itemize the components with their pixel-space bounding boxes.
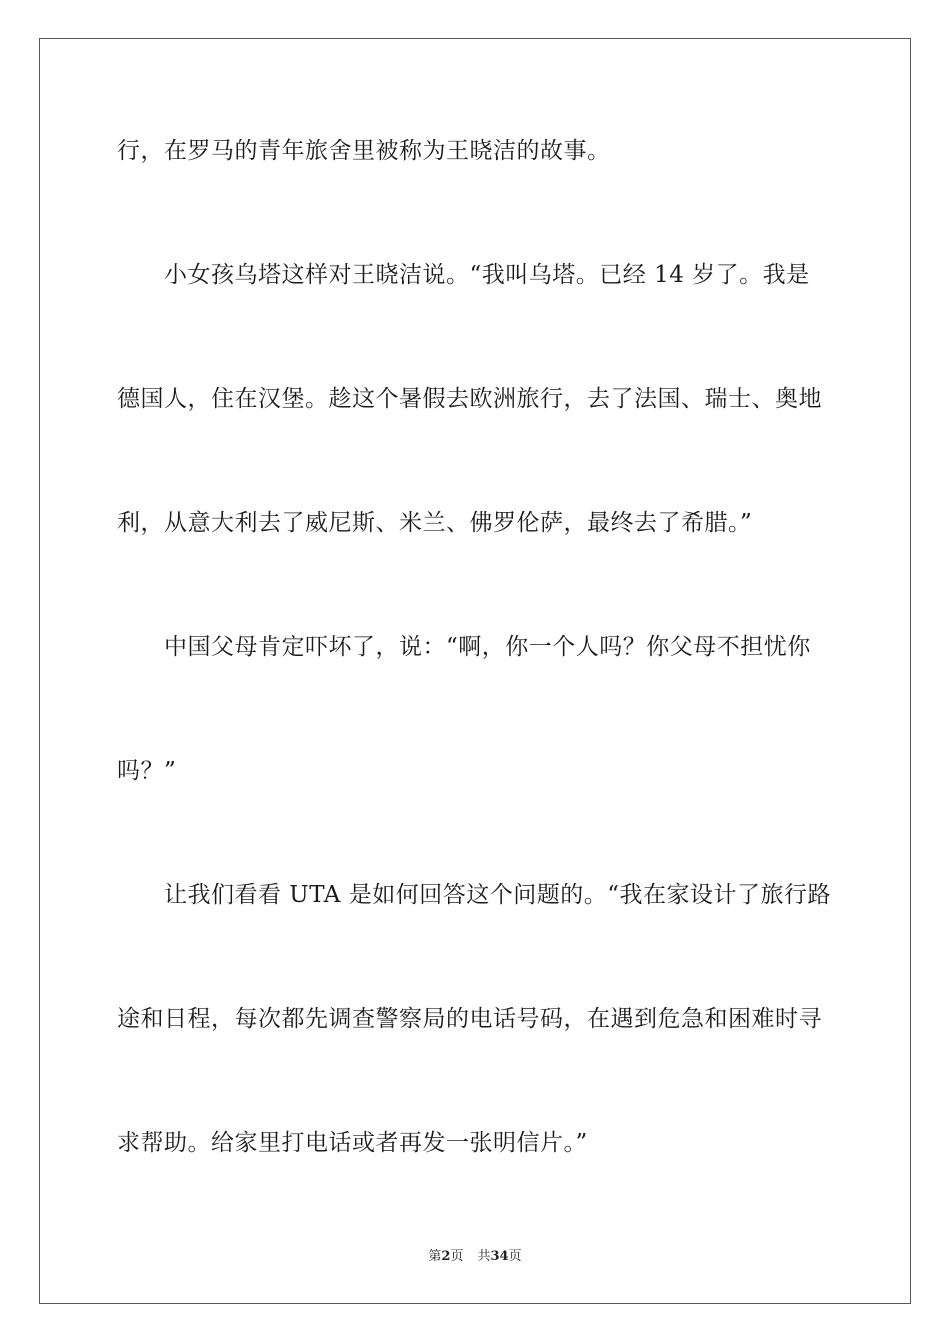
footer-total-prefix: 共 bbox=[477, 1249, 491, 1264]
text-line-3: 德国人，住在汉堡。趁这个暑假去欧洲旅行，去了法国、瑞士、奥地 bbox=[117, 386, 822, 412]
footer-page-number: 2 bbox=[441, 1249, 451, 1264]
text-line-2: 小女孩乌塔这样对王晓洁说。“我叫乌塔。已经 14 岁了。我是 bbox=[164, 262, 810, 288]
text-line-5: 中国父母肯定吓坏了，说：“啊，你一个人吗？你父母不担忧你 bbox=[164, 634, 811, 660]
footer-page-prefix: 第 bbox=[428, 1249, 442, 1264]
page-border bbox=[39, 38, 911, 1304]
footer-page-suffix: 页 bbox=[450, 1249, 464, 1264]
text-line-9: 求帮助。给家里打电话或者再发一张明信片。” bbox=[117, 1130, 588, 1156]
text-line-1: 行，在罗马的青年旅舍里被称为王晓洁的故事。 bbox=[117, 138, 611, 164]
text-line-7: 让我们看看 UTA 是如何回答这个问题的。“我在家设计了旅行路 bbox=[164, 882, 831, 908]
footer-total-suffix: 页 bbox=[508, 1249, 522, 1264]
footer-total-pages: 34 bbox=[490, 1249, 509, 1264]
text-line-4: 利，从意大利去了威尼斯、米兰、佛罗伦萨，最终去了希腊。” bbox=[117, 510, 753, 536]
text-line-6: 吗？” bbox=[117, 758, 177, 784]
text-line-8: 途和日程，每次都先调查警察局的电话号码，在遇到危急和困难时寻 bbox=[117, 1006, 822, 1032]
page-footer bbox=[0, 1248, 950, 1266]
